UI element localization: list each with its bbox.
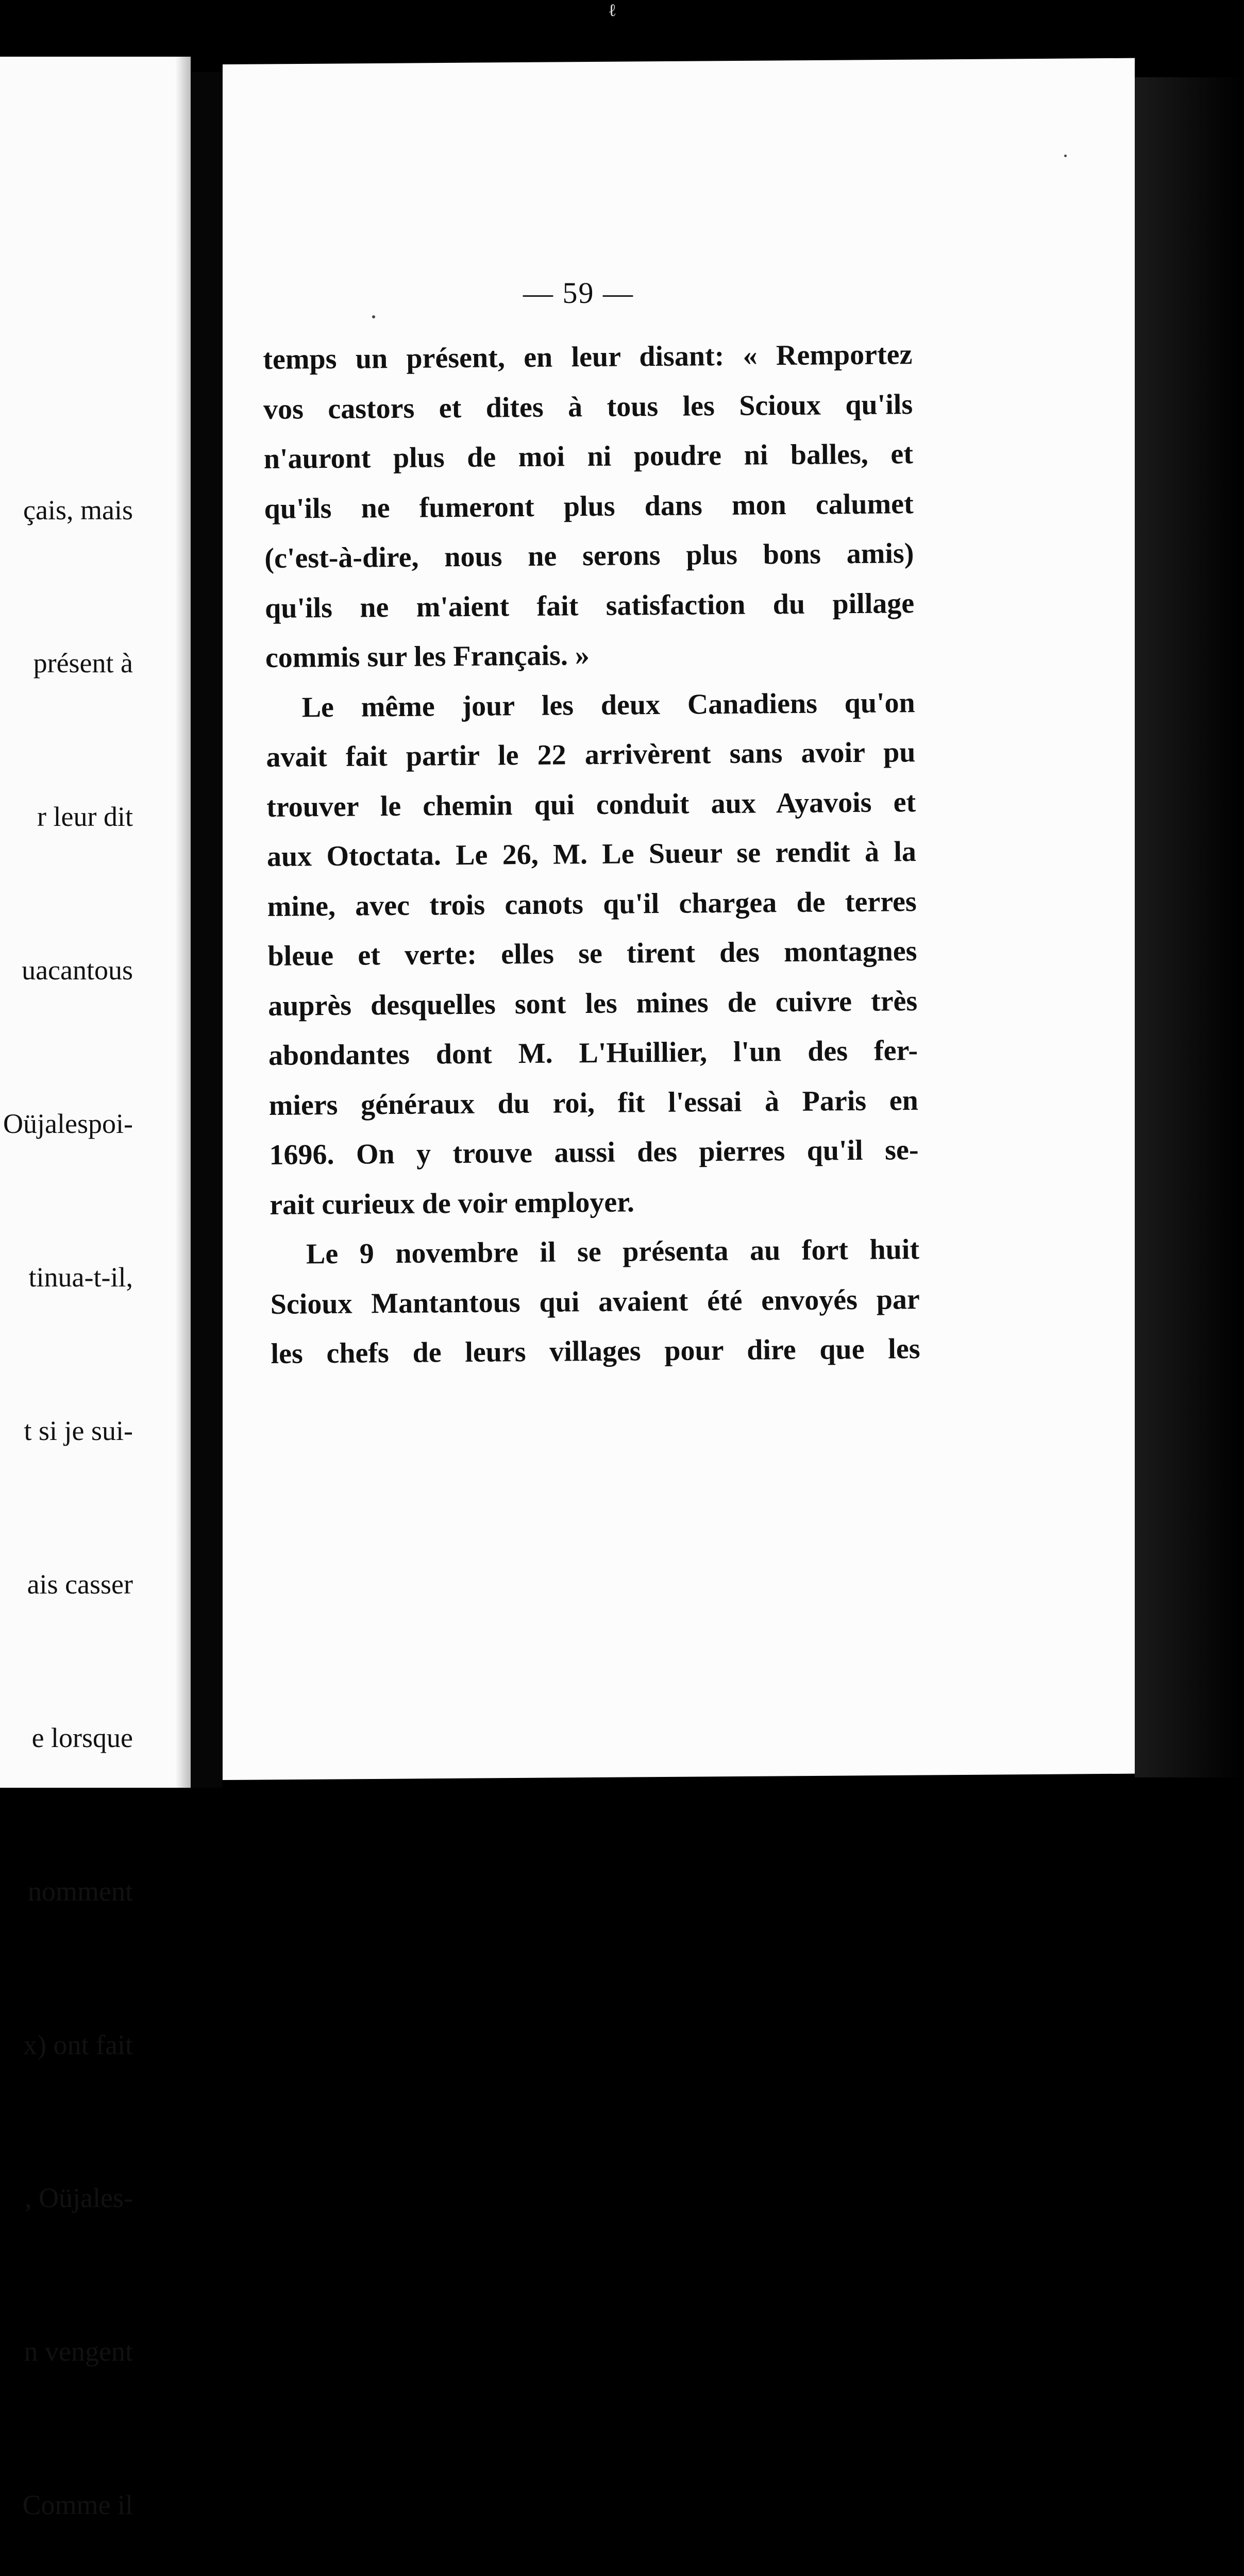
left-line: ais casser — [27, 1568, 133, 1600]
left-page-text — [3, 382, 133, 2576]
print-speck — [372, 315, 375, 318]
text-line: 1696. On y trouve aussi des pierres qu'il se- — [269, 1134, 919, 1171]
text-line: qu'ils ne fumeront plus dans mon calumet — [264, 487, 914, 525]
left-line: , Oüjales- — [25, 2182, 133, 2214]
text-line: auprès desquelles sont les mines de cuivre très — [267, 985, 918, 1022]
text-line: Le même jour les deux Canadiens qu'on — [301, 686, 915, 723]
left-line: e lorsque — [31, 1722, 133, 1753]
left-line: n vengent — [24, 2336, 133, 2367]
left-line: nomment — [28, 1875, 133, 1907]
text-line: qu'ils ne m'aient fait satisfaction du pillage — [264, 587, 915, 624]
text-line: vos castors et dites à tous les Scioux qu'ils — [263, 388, 913, 426]
text-line: Le 9 novembre il se présenta au fort huit — [306, 1233, 920, 1270]
page-number: — 59 — — [523, 276, 634, 310]
left-line: tinua-t-il, — [28, 1262, 133, 1293]
left-line: r leur dit — [37, 801, 133, 833]
left-line: uacantous — [22, 955, 133, 986]
text-line: miers généraux du roi, fit l'essai à Paris en — [268, 1084, 918, 1122]
text-line: bleue et verte: elles se tirent des montagnes — [267, 935, 917, 972]
left-line: t si je sui- — [24, 1415, 133, 1446]
text-line: abondantes dont M. L'Huillier, l'un des fer- — [268, 1035, 918, 1072]
text-line: Scioux Mantantous qui avaient été envoyés par — [270, 1283, 920, 1320]
book-spine — [191, 72, 223, 1788]
left-line: Oüjalespoi- — [3, 1108, 133, 1140]
left-line: Comme il — [22, 2489, 133, 2521]
page-gutter-shadow — [175, 57, 191, 1788]
text-line: n'auront plus de moi ni poudre ni balles, et — [263, 438, 914, 475]
page-edge-shadow — [1135, 77, 1244, 1777]
text-line: avait fait partir le 22 arrivèrent sans avoir pu — [266, 736, 916, 773]
text-line: aux Otoctata. Le 26, M. Le Sueur se rendit à la — [266, 836, 917, 873]
print-speck — [1064, 155, 1067, 157]
left-line: présent à — [33, 648, 133, 679]
scan-mark: ℓ — [608, 0, 617, 21]
body-text — [263, 330, 920, 1379]
left-line: çais, mais — [23, 494, 133, 526]
left-page-fragment — [0, 57, 191, 2521]
text-line: les chefs de leurs villages pour dire que les — [271, 1333, 920, 1370]
text-line: trouver le chemin qui conduit aux Ayavois et — [266, 786, 916, 823]
text-line: (c'est-à-dire, nous ne serons plus bons amis) — [264, 537, 914, 574]
text-line: commis sur les Français. » — [265, 639, 590, 674]
left-line: x) ont fait — [23, 2029, 133, 2060]
text-line: rait curieux de voir employer. — [270, 1185, 635, 1221]
text-line: mine, avec trois canots qu'il chargea de terres — [267, 885, 917, 923]
text-line: temps un présent, en leur disant: « Remportez — [263, 338, 913, 376]
